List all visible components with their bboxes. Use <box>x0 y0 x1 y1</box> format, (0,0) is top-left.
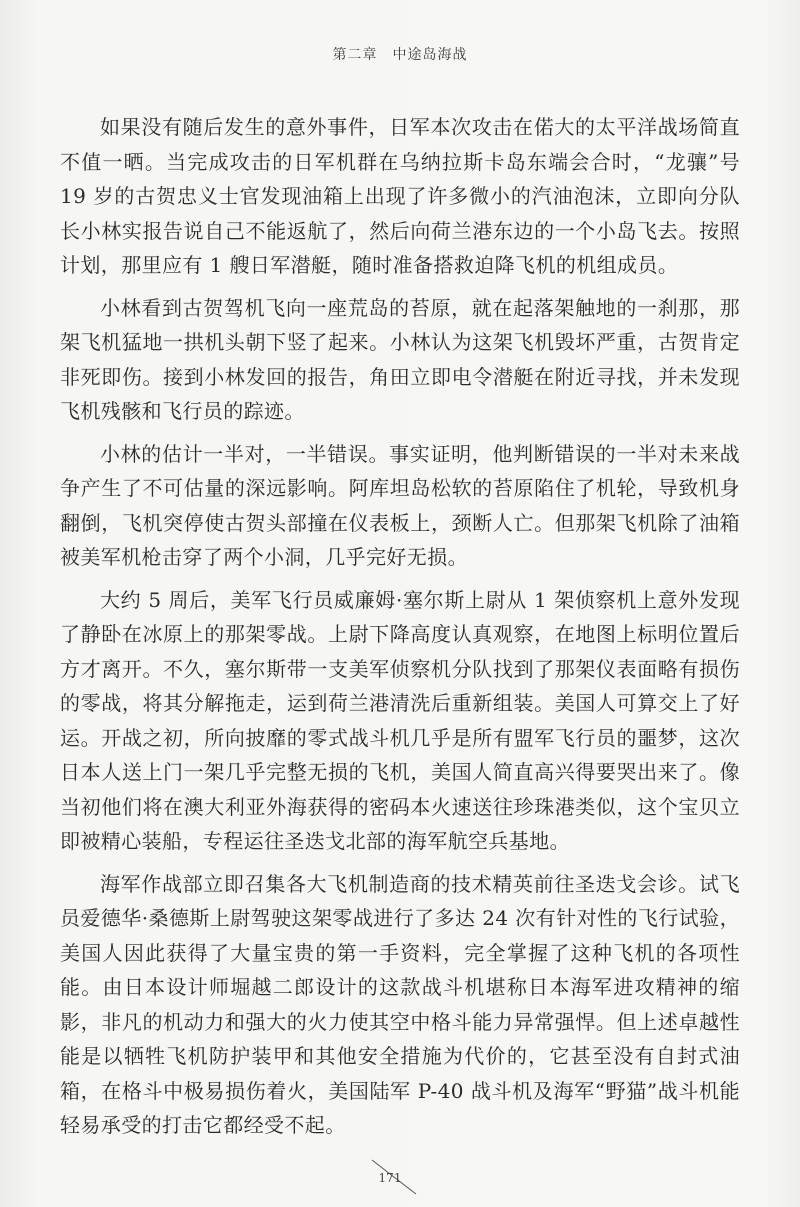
running-header: 第二章 中途岛海战 <box>332 47 468 63</box>
paragraph-3: 小林的估计一半对，一半错误。事实证明，他判断错误的一半对未来战争产生了不可估量的深远影响。阿库坦岛松软的苔原陷住了机轮，导致机身翻倒，飞机突停使古贺头部撞在仪表板上，颈断人亡。但那架飞机除了油箱被美军机枪击穿了两个小洞，几乎完好无损。 <box>60 441 740 569</box>
paragraph-2: 小林看到古贺驾机飞向一座荒岛的苔原，就在起落架触地的一刹那，那架飞机猛地一拱机头朝下竖了起来。小林认为这架飞机毁坏严重，古贺肯定非死即伤。接到小林发回的报告，角田立即电令潜艇在附近寻找，并未发现飞机残骸和飞行员的踪迹。 <box>60 295 740 423</box>
body-text <box>60 110 740 1151</box>
page-number: 171 <box>378 1171 402 1185</box>
paragraph-5: 海军作战部立即召集各大飞机制造商的技术精英前往圣迭戈会诊。试飞员爱德华·桑德斯上尉驾驶这架零战进行了多达 24 次有针对性的飞行试验，美国人因此获得了大量宝贵的第一手资料，完全掌握了这种飞机的各项性能。由日本设计师堀越二郎设计的这款战斗机堪称日本海军进攻精神的缩影，非凡的机动力和强大的火力使其空中格斗能力异常强悍。但上述卓越性能是以牺牲飞机防护装甲和其他安全措施为代价的，它甚至没有自封式油箱，在格斗中极易损伤着火，美国陆军 P-40 战斗机及海军“野猫”战斗机能轻易承受的打击它都经受不起。 <box>60 871 740 1137</box>
page-folio <box>330 1158 450 1198</box>
paragraph-1: 如果没有随后发生的意外事件，日军本次攻击在偌大的太平洋战场简直不值一晒。当完成攻击的日军机群在乌纳拉斯卡岛东端会合时，“龙骧”号 19 岁的古贺忠义士官发现油箱上出现了许多微小的汽油泡沫，立即向分队长小林实报告说自己不能返航了，然后向荷兰港东边的一个小岛飞去。按照计划，那里应有 1 艘日军潜艇，随时准备搭救迫降飞机的机组成员。 <box>60 115 740 277</box>
paragraph-4: 大约 5 周后，美军飞行员威廉姆·塞尔斯上尉从 1 架侦察机上意外发现了静卧在冰原上的那架零战。上尉下降高度认真观察，在地图上标明位置后方才离开。不久，塞尔斯带一支美军侦察机分队找到了那架仪表面略有损伤的零战，将其分解拖走，运到荷兰港清洗后重新组装。美国人可算交上了好运。开战之初，所向披靡的零式战斗机几乎是所有盟军飞行员的噩梦，这次日本人送上门一架几乎完整无损的飞机，美国人简直高兴得要哭出来了。像当初他们将在澳大利亚外海获得的密码本火速送往珍珠港类似，这个宝贝立即被精心装船，专程运往圣迭戈北部的海军航空兵基地。 <box>60 587 740 853</box>
